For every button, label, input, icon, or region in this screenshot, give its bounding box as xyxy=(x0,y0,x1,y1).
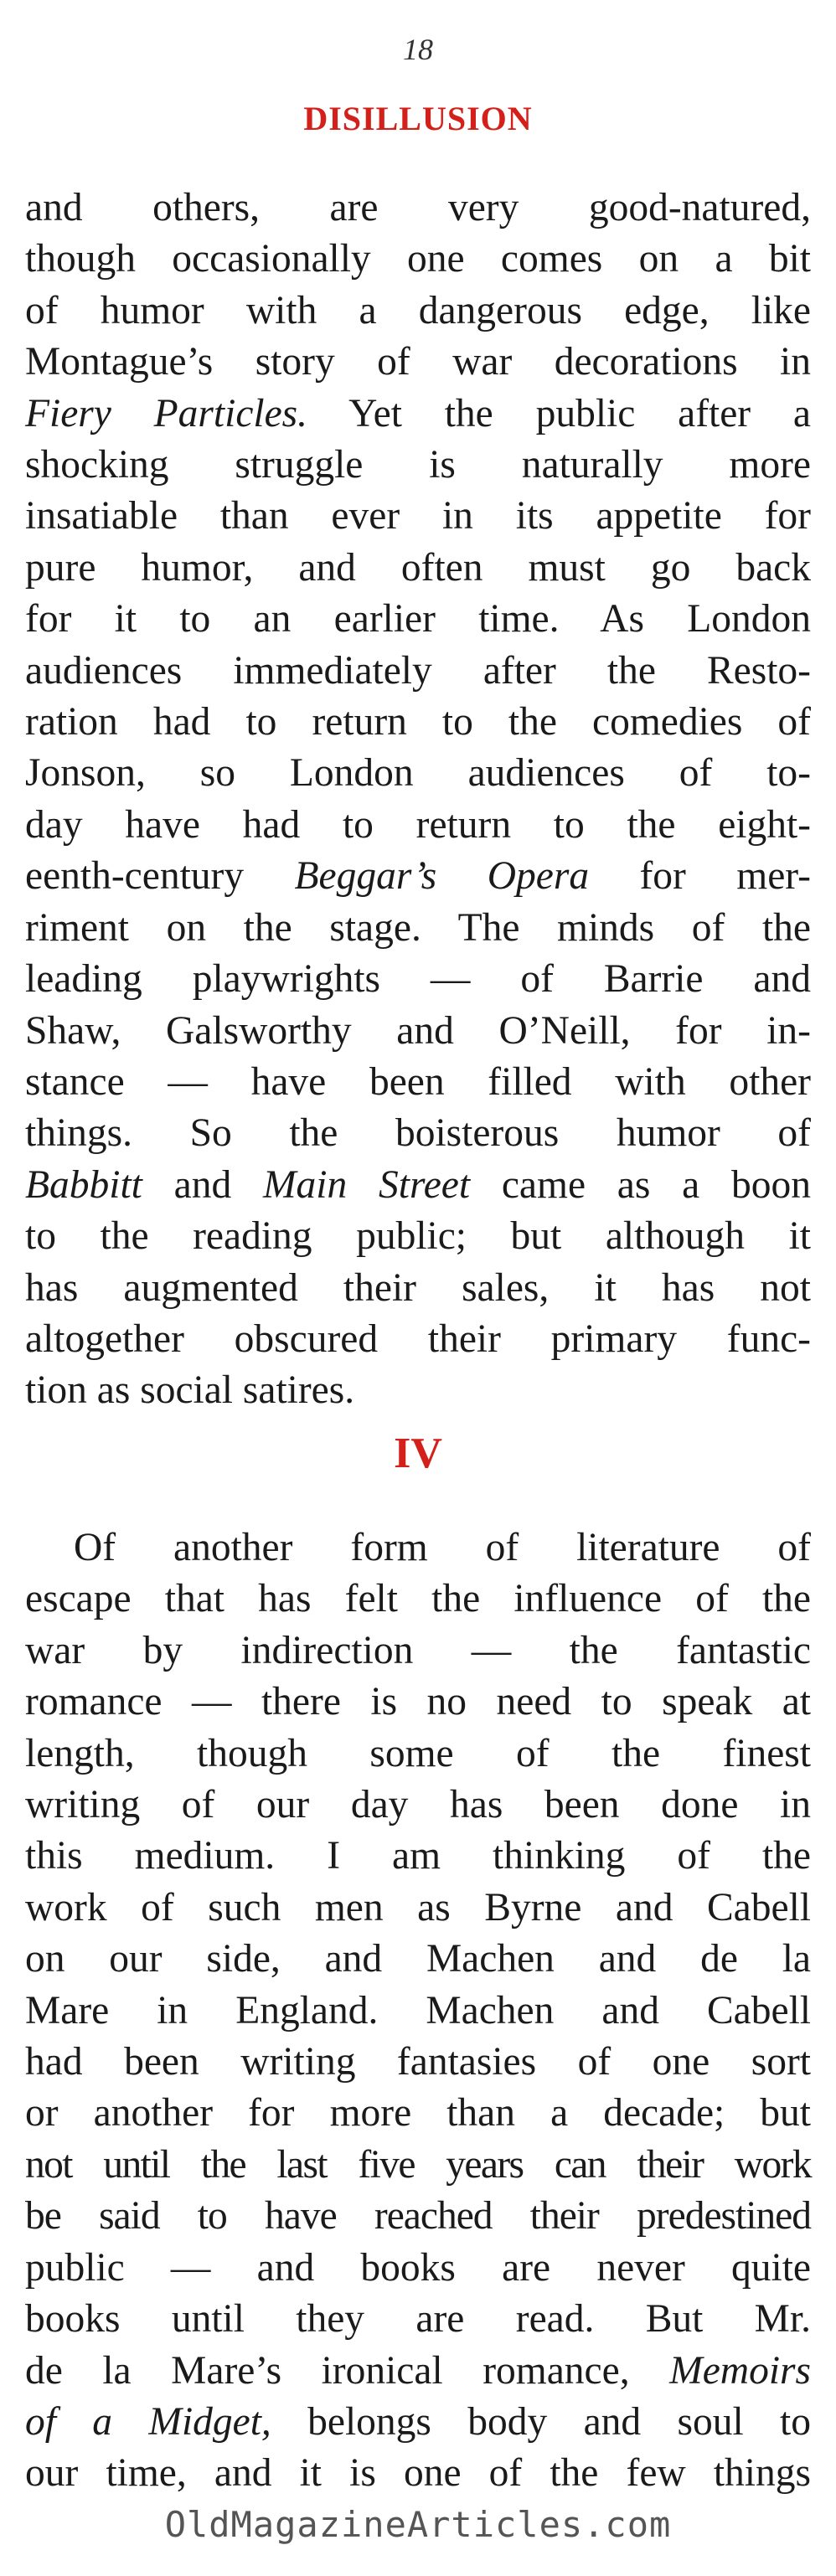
text-span: belongs body and soul to xyxy=(271,2399,811,2444)
text-line: Shaw, Galsworthy and O’Neill, for in- xyxy=(25,1008,811,1053)
text-line: on our side, and Machen and de la xyxy=(25,1937,811,1981)
text-line: be said to have reached their predestined xyxy=(25,2194,811,2239)
text-line: romance — there is no need to speak at xyxy=(25,1680,811,1724)
text-line: and others, are very good-natured, xyxy=(25,186,811,229)
text-line: work of such men as Byrne and Cabell xyxy=(25,1885,811,1929)
text-line: shocking struggle is naturally more xyxy=(25,443,811,487)
running-head-title: DISILLUSION xyxy=(303,100,533,137)
italic-title: Babbitt xyxy=(25,1162,142,1207)
text-line xyxy=(25,389,811,440)
text-line: books until they are read. But Mr. xyxy=(25,2297,811,2342)
text-line: length, though some of the finest xyxy=(25,1731,811,1775)
text-line: our time, and it is one of the few things xyxy=(25,2451,811,2496)
text-line: stance — have been filled with other xyxy=(25,1059,811,1104)
italic-title: Memoirs xyxy=(669,2348,811,2393)
text-line: escape that has felt the influence of the xyxy=(25,1577,811,1621)
body-paragraph-1 xyxy=(25,183,811,1417)
text-line: had been writing fantasies of one sort xyxy=(25,2040,811,2084)
text-line: Montague’s story of war decorations in xyxy=(25,340,811,384)
page-number: 18 xyxy=(403,33,433,66)
text-line: things. So the boisterous humor of xyxy=(25,1111,811,1156)
text-line: public — and books are never quite xyxy=(25,2245,811,2290)
source-watermark: OldMagazineArticles.com xyxy=(164,2504,672,2545)
text-span: for mer- xyxy=(589,854,811,899)
text-line xyxy=(25,2346,811,2397)
body-paragraph-2 xyxy=(25,1522,811,2500)
text-line: Mare in England. Machen and Cabell xyxy=(25,1988,811,2032)
text-line: Of another form of literature of xyxy=(74,1526,811,1569)
text-line: though occasionally one comes on a bit xyxy=(25,237,811,281)
text-line: Jonson, so London audiences of to- xyxy=(25,751,811,796)
italic-title: Beggar’s Opera xyxy=(294,854,590,899)
text-line: insatiable than ever in its appetite for xyxy=(25,494,811,538)
text-line xyxy=(25,1160,811,1211)
text-line: day have had to return to the eight- xyxy=(25,802,811,847)
text-line: to the reading public; but although it xyxy=(25,1214,811,1259)
text-span: eenth-century xyxy=(25,854,295,899)
italic-title: Main Street xyxy=(262,1162,471,1207)
text-line: has augmented their sales, it has not xyxy=(25,1265,811,1310)
text-line: this medium. I am thinking of the xyxy=(25,1834,811,1878)
text-line: of humor with a dangerous edge, like xyxy=(25,288,811,332)
text-line: altogether obscured their primary func- xyxy=(25,1316,811,1361)
section-number: IV xyxy=(394,1430,442,1477)
italic-title: Fiery Particles. xyxy=(25,391,308,435)
text-line: riment on the stage. The minds of the xyxy=(25,905,811,950)
text-line: leading playwrights — of Barrie and xyxy=(25,957,811,1002)
text-line: ration had to return to the comedies of xyxy=(25,700,811,744)
text-span: de la Mare’s ironical romance, xyxy=(25,2348,670,2393)
text-line: or another for more than a decade; but xyxy=(25,2091,811,2136)
text-line xyxy=(25,851,811,902)
text-line: audiences immediately after the Resto- xyxy=(25,648,811,693)
text-line: for it to an earlier time. As London xyxy=(25,597,811,641)
text-line: war by indirection — the fantastic xyxy=(25,1628,811,1672)
text-line: tion as social satires. xyxy=(25,1368,355,1413)
text-line: pure humor, and often must go back xyxy=(25,545,811,590)
text-line xyxy=(25,2397,811,2448)
text-span: came as a boon xyxy=(470,1162,811,1207)
text-span: Yet the public after a xyxy=(307,391,811,435)
text-line: not until the last five years can their work xyxy=(25,2142,811,2187)
text-line: writing of our day has been done in xyxy=(25,1783,811,1827)
italic-title: of a Midget, xyxy=(25,2399,271,2444)
text-span: and xyxy=(142,1162,263,1207)
